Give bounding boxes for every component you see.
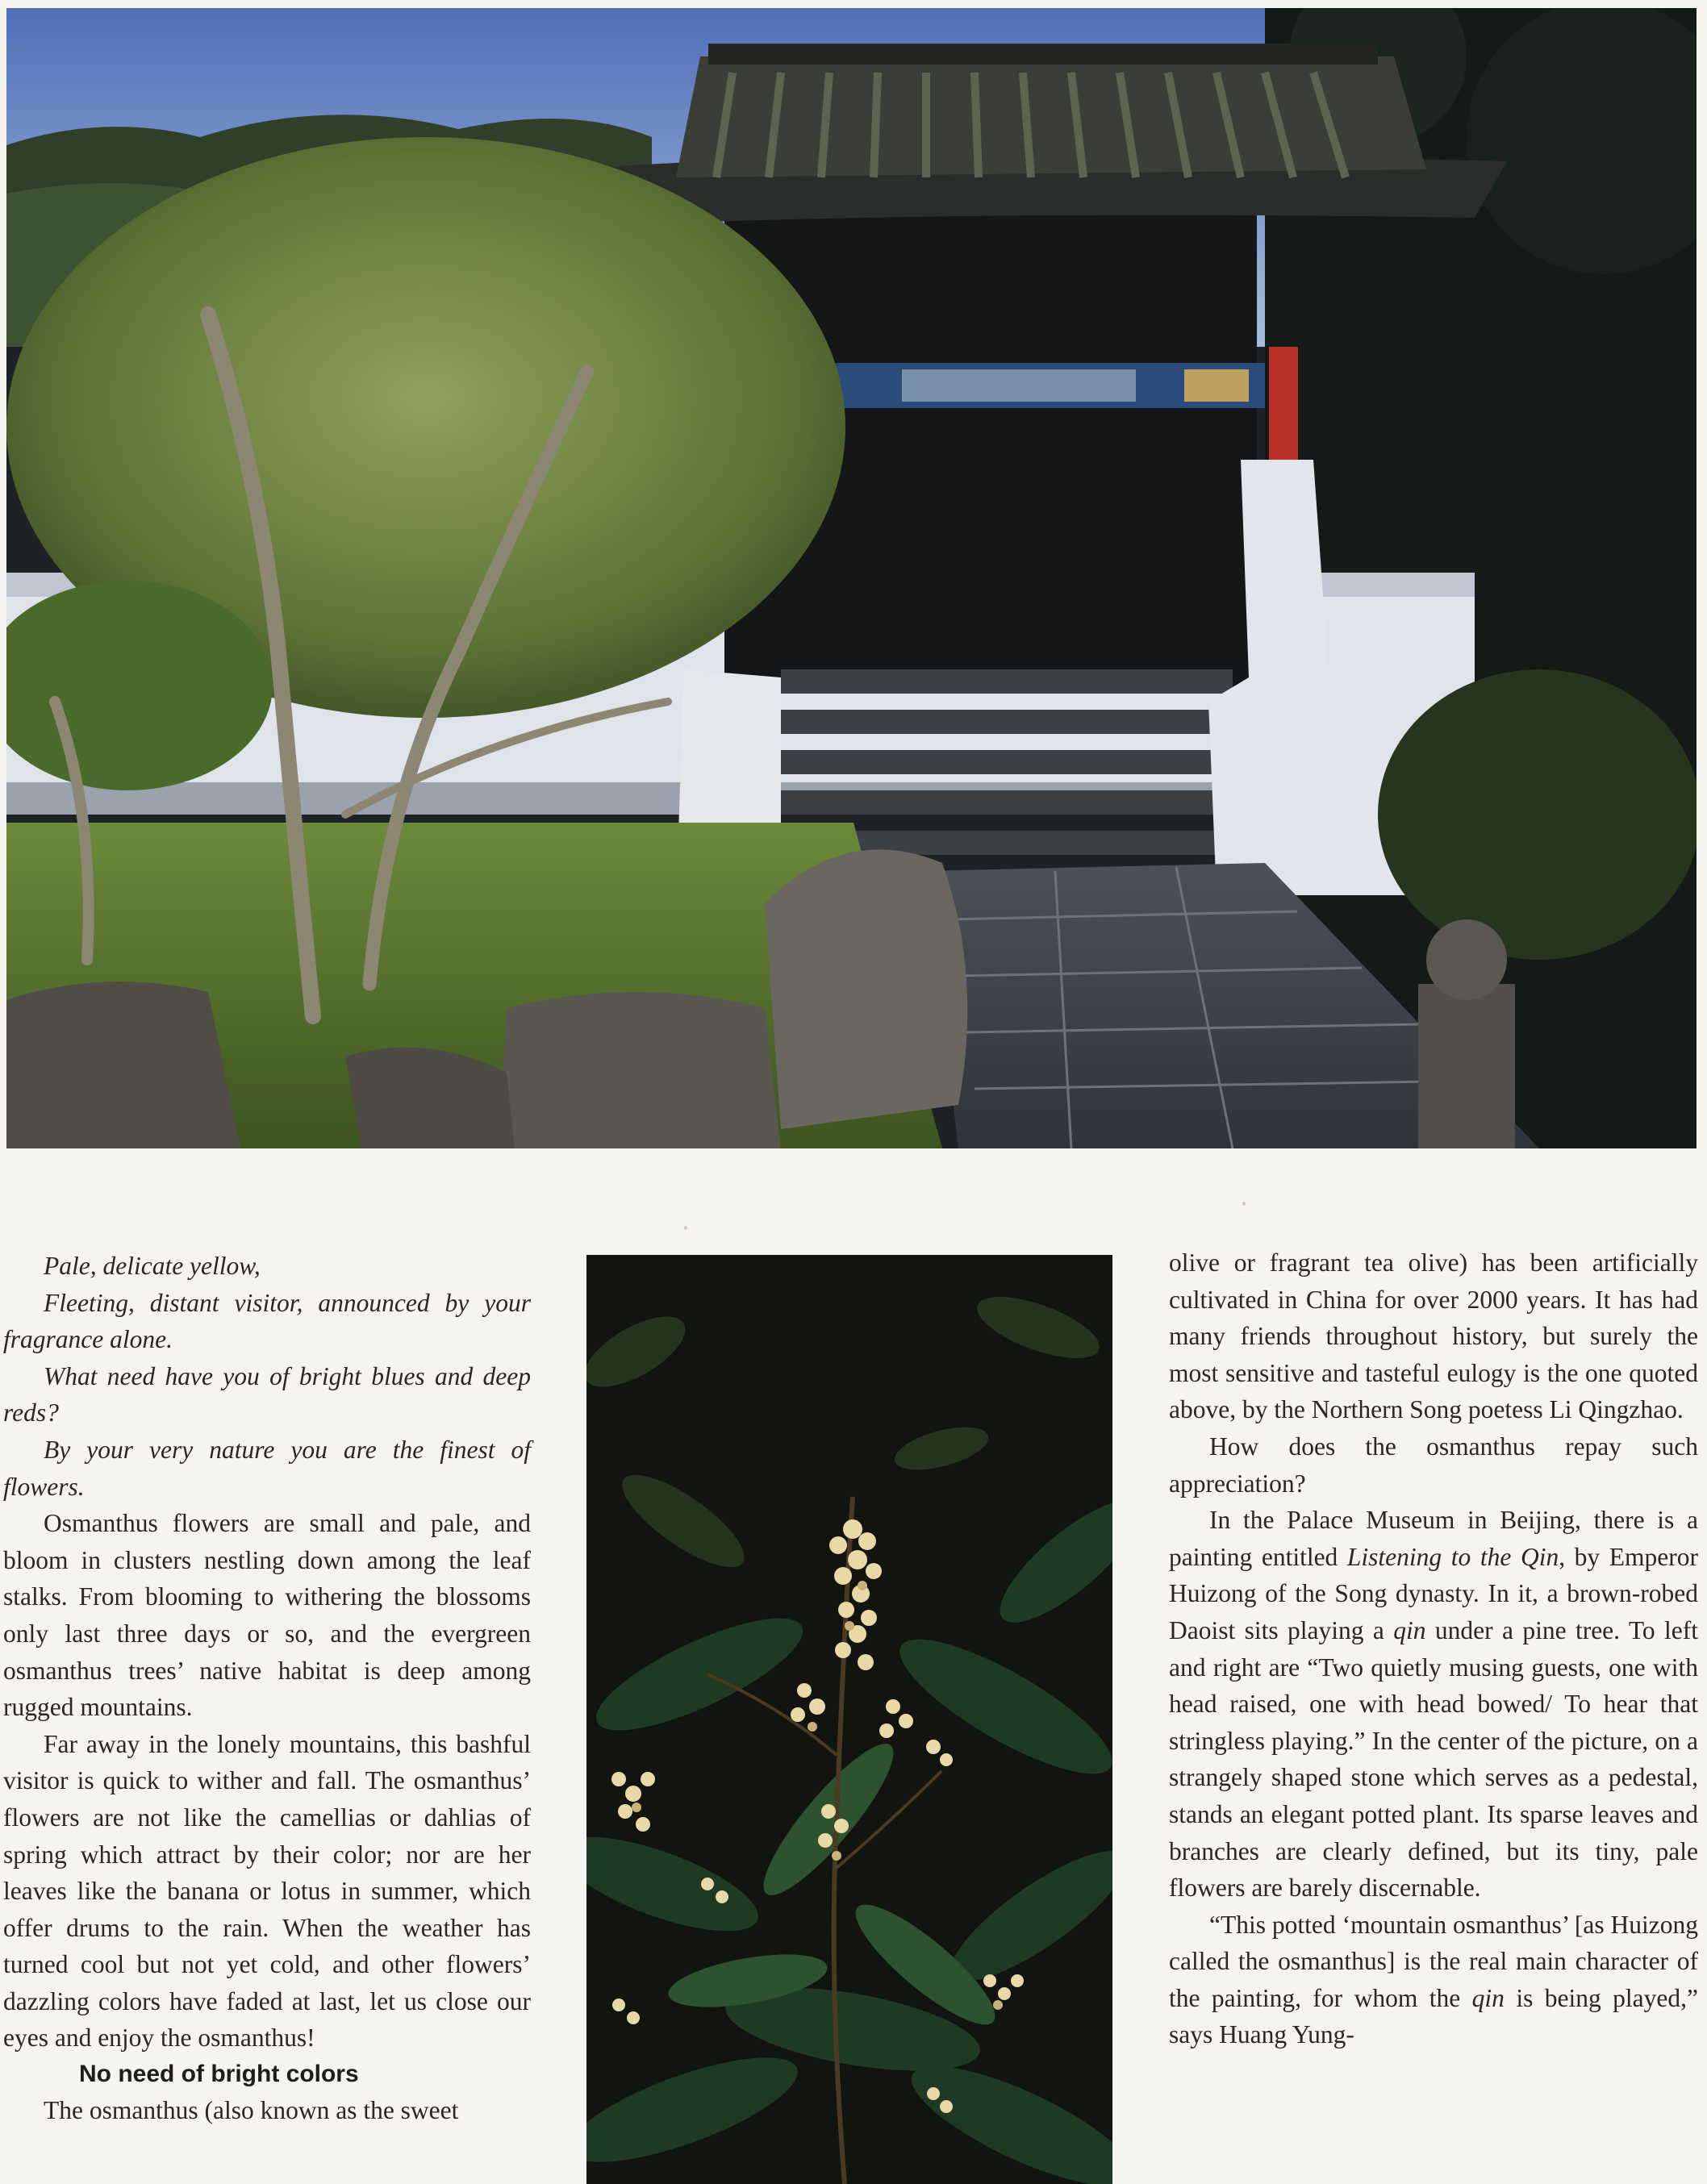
poem-line-3: What need have you of bright blues and deep reds? (3, 1361, 531, 1428)
body-paragraph: Far away in the lonely mountains, this bashful visitor is quick to wither and fall. The osmanthus’ flowers are not like the camellias or dahlias of spring which attract by their color; nor are her leaves like the banana or lotus in summer, which offer drums to the rain. When the weather has turned cool but not yet cold, and other flowers’ dazzling colors have faded at last, let us close our eyes and enjoy the osmanthus! (3, 1729, 531, 2053)
section-subheading: No need of bright colors (79, 2061, 359, 2088)
body-paragraph: olive or fragrant tea olive) has been artificially cultivated in China for over 2000 years. It has had many friends throughout history, but surely the most sensitive and tasteful eulogy is the one quoted above, by the Northern Song poetess Li Qingzhao. (1169, 1248, 1698, 1424)
body-paragraph: How does the osmanthus repay such appreciation? (1169, 1432, 1698, 1498)
temple-gate-photo (6, 8, 1697, 1148)
left-text-column (3, 1248, 531, 2129)
paragraph-text: under a pine tree. To left and right are “Two quietly musing guests, one with head raised, one with head bowed/ To hear that stringless playing.” In the center of the picture, on a strangely shaped stone which serves as a pedestal, stands an elegant potted plant. Its sparse leaves and branches are clearly defined, but its tiny, pale flowers are barely discernable. (1169, 1615, 1698, 1903)
paragraph-text: In the Palace Museum in Beijing, there is a painting entitled (1169, 1506, 1698, 1571)
paragraph-text: , by Emperor Huizong of the Song dynasty. In it, a brown-robed Daoist sits playing a (1169, 1542, 1698, 1644)
poem-line-2: Fleeting, distant visitor, announced by your fragrance alone. (3, 1288, 531, 1354)
body-paragraph: The osmanthus (also known as the sweet (44, 2096, 459, 2125)
osmanthus-illustration (586, 1255, 1112, 2184)
temple-gate-illustration (6, 8, 1697, 1148)
paragraph-text: “This potted ‘mountain osmanthus’ [as Huizong called the osmanthus] is the real main character of the painting, for whom the (1169, 1910, 1698, 2012)
body-paragraph: Osmanthus flowers are small and pale, and bloom in clusters nestling down among the leaf stalks. From blooming to withering the blossoms only last three days or so, and the evergreen osmanthus trees’ native habitat is deep among rugged mountains. (3, 1509, 531, 1722)
print-speck (684, 1226, 687, 1230)
painting-title: Listening to the Qin (1346, 1542, 1559, 1571)
qin-term: qin (1393, 1615, 1426, 1644)
poem-line-4: By your very nature you are the finest of flowers. (3, 1435, 531, 1501)
body-paragraph (1169, 1907, 1698, 2053)
osmanthus-flower-photo (586, 1255, 1112, 2184)
paragraph-text: is being played,” says Huang Yung- (1169, 1983, 1698, 2049)
print-speck (1242, 1202, 1246, 1206)
body-paragraph (1169, 1502, 1698, 1907)
qin-term: qin (1471, 1983, 1505, 2012)
right-text-column (1169, 1244, 1698, 2053)
poem-line-1: Pale, delicate yellow, (44, 1252, 261, 1280)
